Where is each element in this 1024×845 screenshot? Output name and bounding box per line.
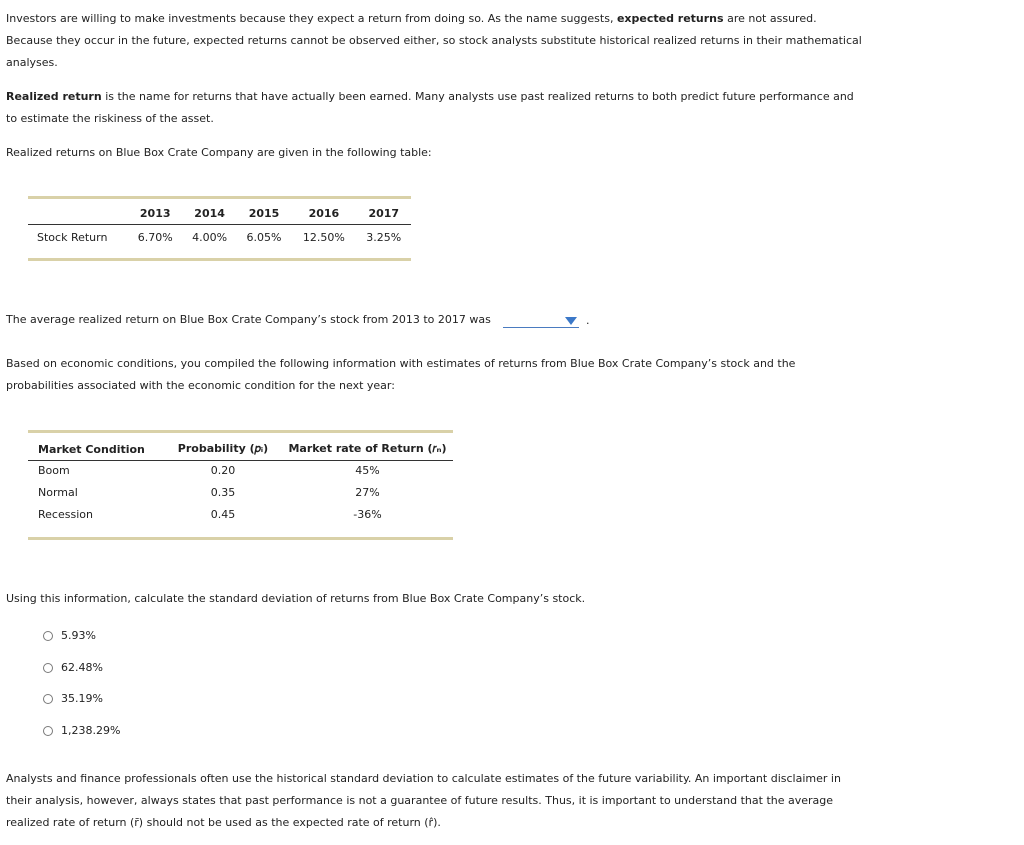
option-label: 35.19%: [61, 692, 103, 705]
return-value: 3.25%: [366, 231, 402, 244]
return-cell: -36%: [353, 508, 382, 521]
returns-header-row: [28, 199, 411, 225]
intro-paragraph-2: [6, 86, 866, 130]
option-label: 1,238.29%: [61, 724, 121, 737]
market-return-header: Market rate of Return (𝑟ₙ): [288, 442, 447, 455]
market-condition-table: [28, 430, 453, 540]
table-padding-row: [28, 527, 453, 535]
table-bottom-rule: [28, 537, 453, 540]
condition-cell: Recession: [38, 508, 93, 521]
return-value: 6.70%: [137, 231, 173, 244]
average-question-text: The average realized return on Blue Box Crate Company’s stock from 2013 to 2017 was: [6, 313, 491, 326]
market-header-row: [28, 433, 453, 461]
intro-text-1a: Investors are willing to make investments because they expect a return from doing so. As the name suggests,: [6, 12, 617, 25]
radio-button[interactable]: [43, 663, 53, 673]
year-header: 2014: [194, 207, 225, 220]
option-label: 62.48%: [61, 661, 103, 674]
year-header: 2015: [248, 207, 280, 220]
stock-return-row: [28, 225, 411, 253]
row-label: Stock Return: [37, 231, 108, 244]
economic-intro: [6, 353, 866, 397]
realized-returns-table: [28, 196, 411, 261]
answer-option[interactable]: [43, 692, 103, 705]
radio-button[interactable]: [43, 694, 53, 704]
market-condition-header: Market Condition: [38, 442, 145, 456]
sd-question-text: Using this information, calculate the standard deviation of returns from Blue Box Crate Company’s stock.: [6, 592, 586, 605]
sentence-period: .: [586, 314, 590, 327]
return-value: 4.00%: [192, 231, 228, 244]
probability-cell: 0.45: [210, 508, 236, 521]
answer-option[interactable]: [43, 724, 120, 737]
year-header: 2017: [368, 207, 400, 220]
return-value: 6.05%: [246, 231, 282, 244]
radio-button[interactable]: [43, 631, 53, 641]
average-return-dropdown[interactable]: [503, 313, 579, 328]
table-intro-text: Realized returns on Blue Box Crate Company are given in the following table:: [6, 146, 432, 159]
closing-paragraph: [6, 768, 866, 834]
intro-text-1b: are not assured. Because they occur in the future, expected returns cannot be observed either, so stock analysts substitute historical realized returns in their mathematical analyses.: [6, 12, 862, 69]
probability-header: Probability (𝑝ᵢ): [177, 442, 269, 455]
return-cell: 27%: [355, 486, 380, 499]
condition-cell: Boom: [38, 464, 70, 477]
average-question: [6, 309, 506, 331]
dropdown-caret-icon: [565, 317, 577, 325]
probability-cell: 0.35: [210, 486, 236, 499]
table-bottom-rule: [28, 258, 411, 261]
closing-text: Analysts and finance professionals often use the historical standard deviation to calculate estimates of the future variability. An important disclaimer in their analysis, however, always states that past performance is not a guarantee of future results. Thus, it is important to understand that the average realized rate of return (r̄) should not be used as the expected rate of return (r̂).: [6, 772, 841, 829]
intro-text-2: is the name for returns that have actually been earned. Many analysts use past realized returns to both predict future performance and to estimate the riskiness of the asset.: [6, 90, 854, 125]
intro-paragraph-3: [6, 142, 866, 164]
answer-option[interactable]: [43, 661, 103, 674]
year-header: 2016: [308, 207, 340, 220]
option-label: 5.93%: [61, 629, 96, 642]
radio-button[interactable]: [43, 726, 53, 736]
condition-cell: Normal: [38, 486, 78, 499]
table-row: [28, 505, 453, 527]
intro-paragraph-1: [6, 8, 866, 74]
year-header: 2013: [139, 207, 171, 220]
table-row: [28, 483, 453, 505]
economic-intro-text: Based on economic conditions, you compiled the following information with estimates of returns from Blue Box Crate Company’s stock and the probabilities associated with the economic condition for the next year:: [6, 357, 796, 392]
return-value: 12.50%: [302, 231, 345, 244]
header-blank: [28, 199, 128, 225]
answer-option[interactable]: [43, 629, 96, 642]
probability-cell: 0.20: [210, 464, 236, 477]
table-row: [28, 461, 453, 484]
sd-question: [6, 588, 866, 610]
realized-return-term: Realized return: [6, 90, 102, 103]
return-cell: 45%: [355, 464, 380, 477]
expected-returns-term: expected returns: [616, 12, 724, 25]
